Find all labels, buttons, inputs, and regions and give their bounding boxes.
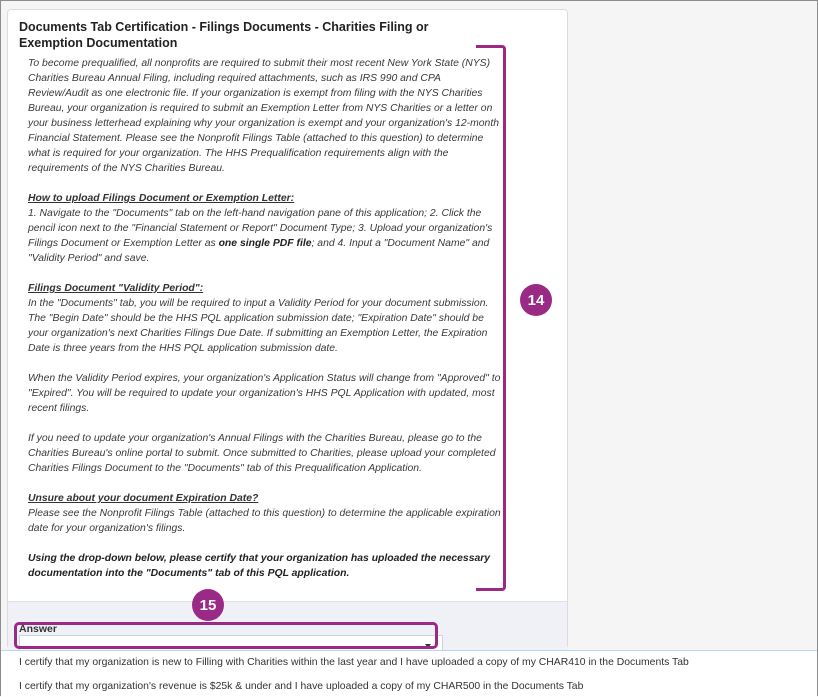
upload-text-1: 1. Navigate to the "Documents" tab on the left-hand navigation pane of this application; 2. Click the pencil icon next to the "Financial Statement or Report" Document Type; 3. Upload your organization's Filings Document or Exemption Letter as (28, 208, 493, 249)
dropdown-option-char410[interactable]: I certify that my organization is new to Filling with Charities within the last year and I have uploaded a copy of my CHAR410 in the Documents Tab (19, 657, 689, 668)
dropdown-options-list (1, 650, 817, 697)
upload-text-2: ; and 4. Input a "Document Name" and "Validity Period" and save. (28, 238, 490, 264)
question-title: Documents Tab Certification - Filings Documents - Charities Filing or Exemption Documentation (19, 20, 429, 50)
expiry-paragraph: When the Validity Period expires, your organization's Application Status will change from "Approved" to "Expired". You will be required to update your organization's HHS PQL Application with updated, most recent filings. (28, 373, 501, 414)
update-paragraph: If you need to update your organization's Annual Filings with the Charities Bureau, please go to the Charities Bureau's online portal to submit. Once submitted to Charities, please upload your completed Charities Filings Document to the "Documents" tab of this Prequalification Application. (28, 433, 496, 474)
upload-instructions (28, 206, 502, 266)
dropdown-option-char500[interactable]: I certify that my organization's revenue is $25k & under and I have uploaded a copy of my CHAR500 in the Documents Tab (19, 681, 584, 692)
annotation-box-15 (14, 622, 438, 649)
question-description (28, 56, 502, 581)
annotation-badge-14: 14 (520, 284, 552, 316)
validity-heading: Filings Document "Validity Period": (28, 283, 204, 294)
unsure-paragraph: Please see the Nonprofit Filings Table (attached to this question) to determine the applicable expiration date for your organization's filings. (28, 508, 501, 534)
answer-label: Answer (19, 623, 57, 635)
unsure-heading: Unsure about your document Expiration Date? (28, 493, 259, 504)
upload-heading: How to upload Filings Document or Exemption Letter: (28, 193, 295, 204)
intro-paragraph: To become prequalified, all nonprofits are required to submit their most recent New York State (NYS) Charities Bureau Annual Filing, including required attachments, such as IRS 990 and CPA Review/Audit as one electronic file. If your organization is exempt from filing with the NYS Charities Bureau, your organization is required to submit an Exemption Letter from NYS Charities or a letter on your business letterhead explaining why your organization is exempt and your organization's 12-month Financial Statement. Please see the Nonprofit Filings Table (attached to this question) to determine what is required for your organization. The HHS Prequalification requirements align with the requirements of the NYS Charities Bureau. (28, 58, 499, 174)
upload-text-bold: one single PDF file (218, 238, 312, 249)
certify-instruction: Using the drop-down below, please certify that your organization has uploaded the necessary documentation into the "Documents" tab of this PQL application. (28, 553, 491, 579)
annotation-bracket-14 (476, 45, 506, 591)
validity-paragraph: In the "Documents" tab, you will be required to input a Validity Period for your document submission. The "Begin Date" should be the HHS PQL application submission date; "Expiration Date" should be your organization's next Charities Filings Due Date. If submitting an Exemption Letter, the Expiration Date is three years from the HHS PQL application submission date. (28, 298, 489, 354)
annotation-badge-15: 15 (192, 589, 224, 621)
